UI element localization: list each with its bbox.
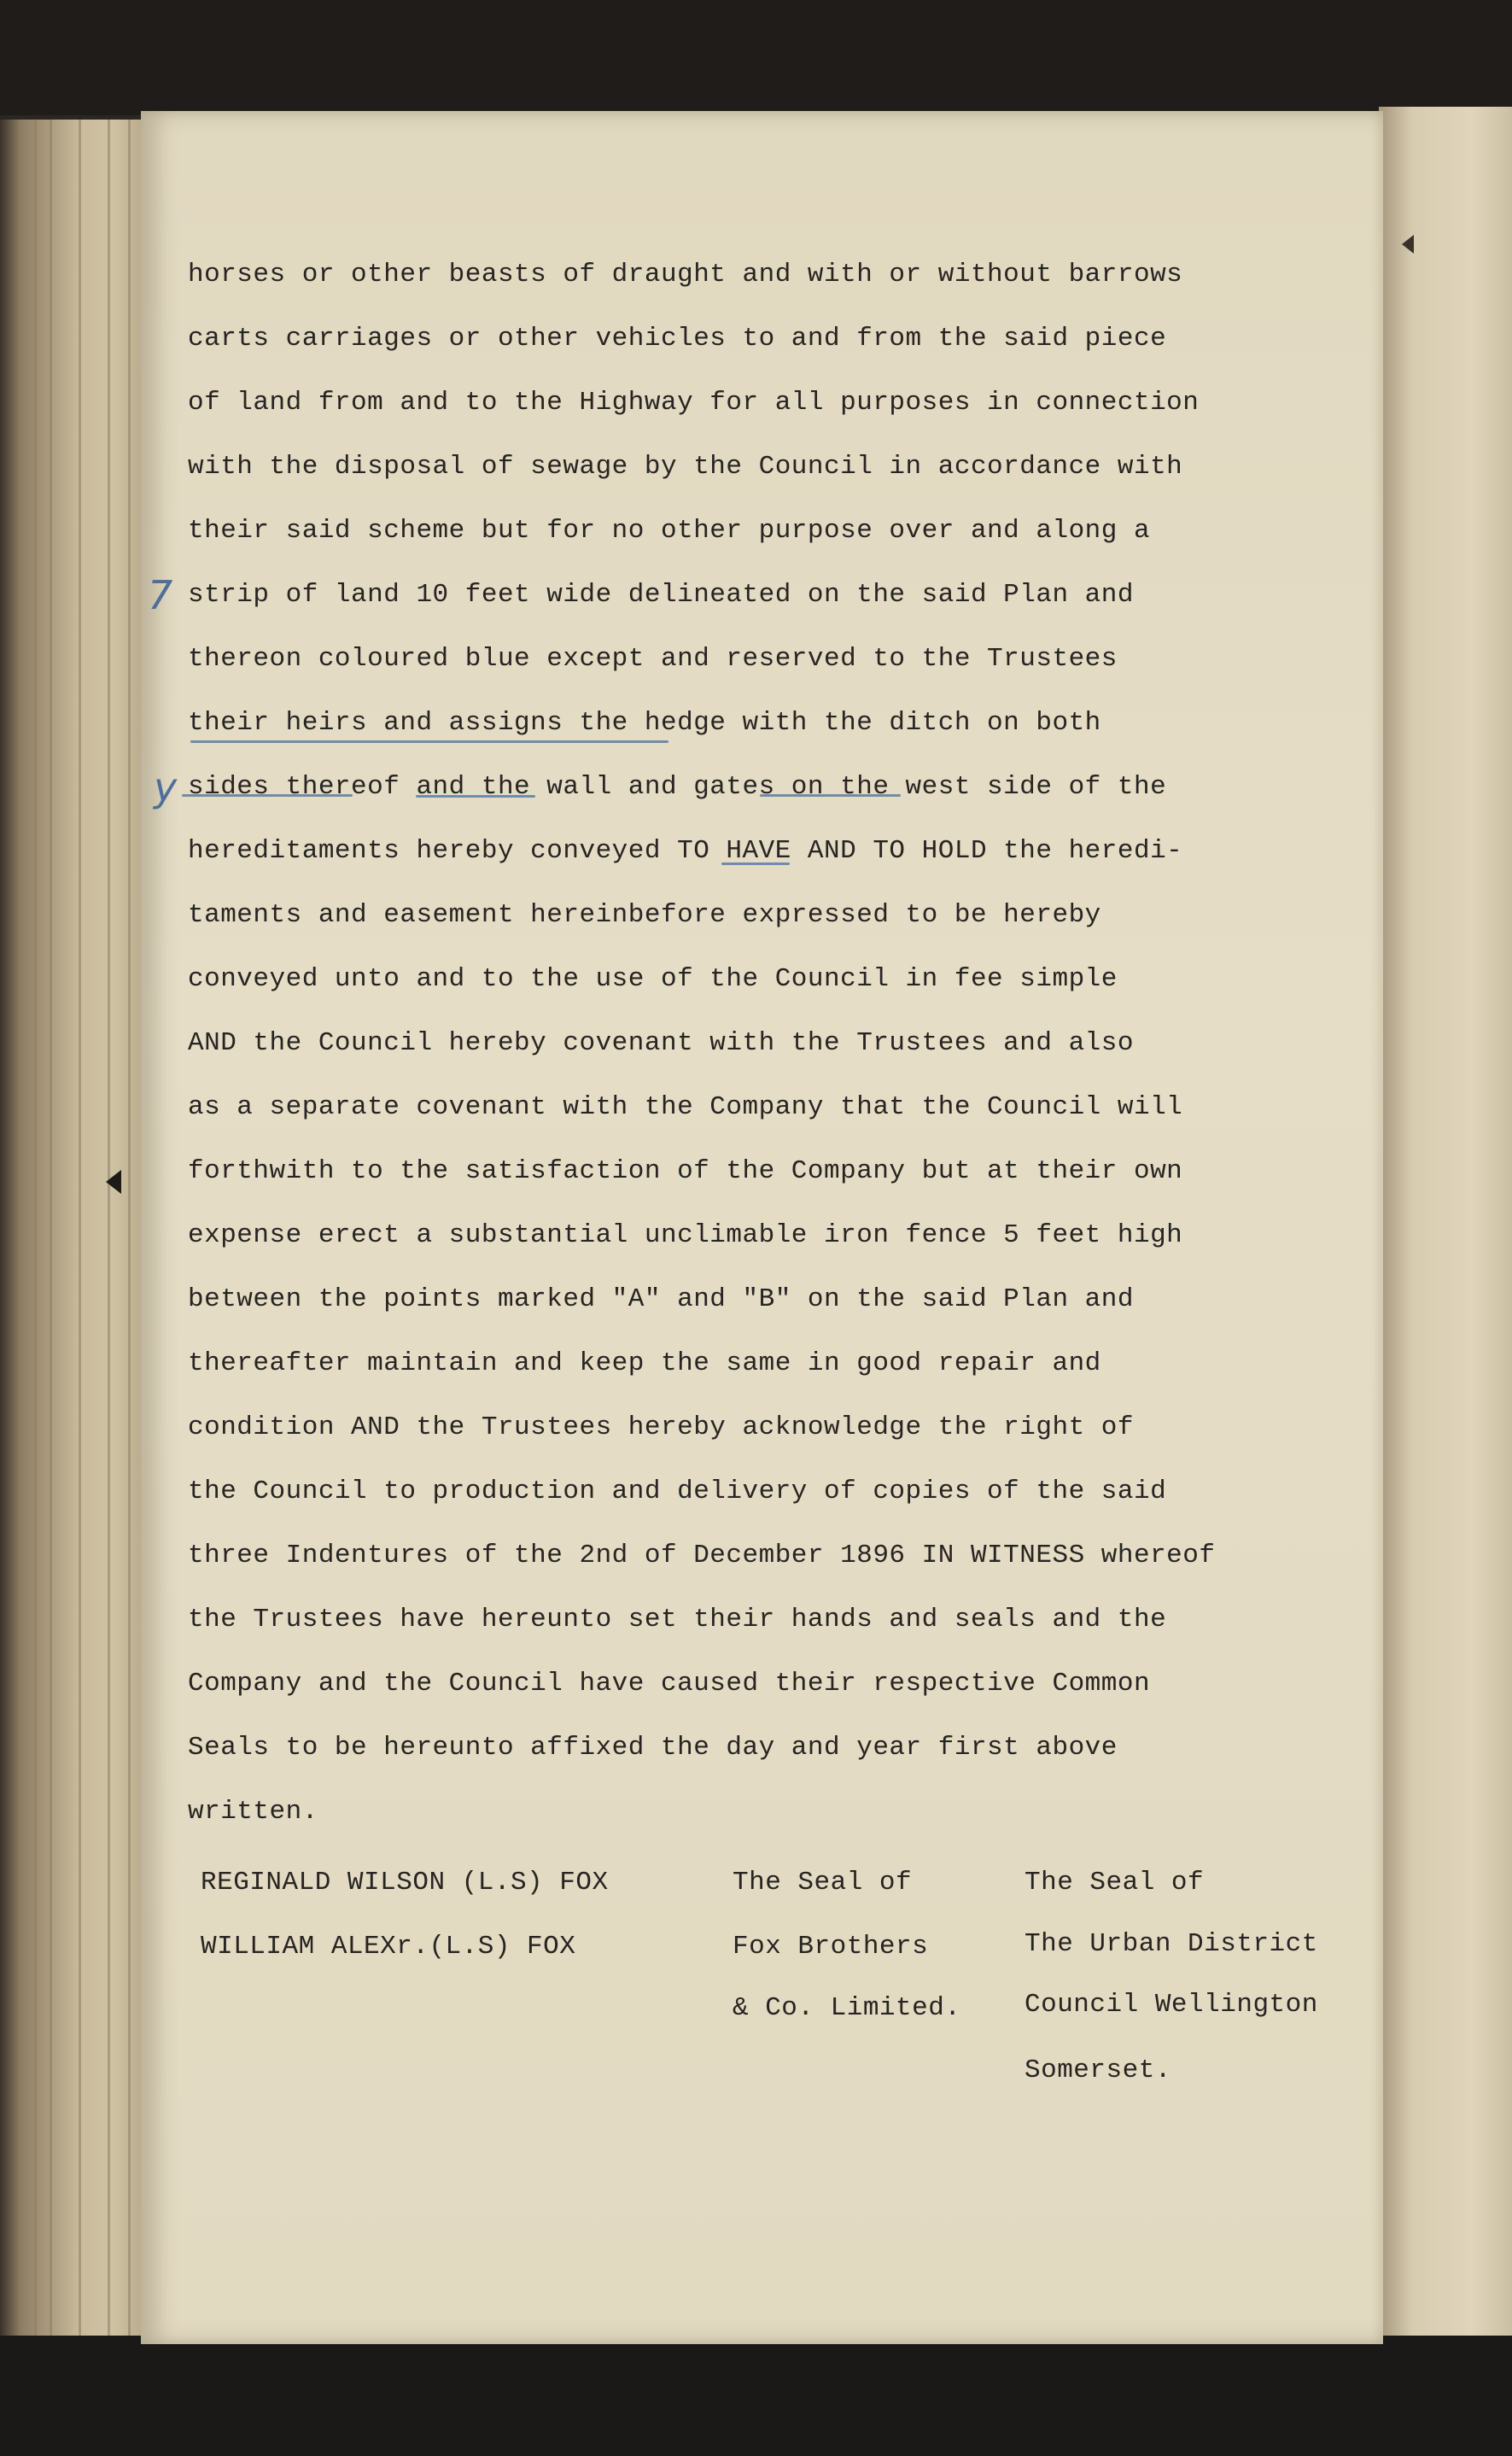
body-line-6: strip of land 10 feet wide delineated on the said Plan and <box>188 580 1134 610</box>
council-seal-line-2: The Urban District <box>1025 1929 1318 1959</box>
body-line-17: between the points marked "A" and "B" on the said Plan and <box>188 1284 1134 1314</box>
body-line-8: their heirs and assigns the hedge with the ditch on both <box>188 708 1101 738</box>
council-seal-line-3: Council Wellington <box>1025 1990 1318 2020</box>
body-line-2: carts carriages or other vehicles to and from the said piece <box>188 324 1167 354</box>
company-seal-line-2: Fox Brothers <box>733 1932 929 1962</box>
margin-pencil-mark-y: y <box>154 764 178 810</box>
body-line-18: thereafter maintain and keep the same in good repair and <box>188 1348 1101 1378</box>
right-page-tab-marker <box>1402 235 1414 254</box>
body-line-5: their said scheme but for no other purpose over and along a <box>188 516 1151 546</box>
body-line-25: written. <box>188 1797 318 1827</box>
trustee-signature-1: REGINALD WILSON (L.S) FOX <box>201 1868 609 1898</box>
company-seal-line-3: & Co. Limited. <box>733 1993 961 2023</box>
scan-background-bottom <box>0 2336 1512 2456</box>
pencil-underline-strip <box>190 740 668 743</box>
body-line-11: taments and easement hereinbefore expressed to be hereby <box>188 900 1101 930</box>
body-line-22: the Trustees have hereunto set their hands and seals and the <box>188 1605 1167 1634</box>
trustee-signature-2: WILLIAM ALEXr.(L.S) FOX <box>201 1932 576 1962</box>
body-line-1: horses or other beasts of draught and with or without barrows <box>188 260 1183 289</box>
body-line-4: with the disposal of sewage by the Council in accordance with <box>188 452 1183 482</box>
body-line-14: as a separate covenant with the Company that the Council will <box>188 1092 1183 1122</box>
margin-pencil-mark-7: 7 <box>148 572 173 618</box>
body-line-7: thereon coloured blue except and reserved to the Trustees <box>188 644 1118 674</box>
scan-background-top <box>0 0 1512 115</box>
body-line-12: conveyed unto and to the use of the Council in fee simple <box>188 964 1118 994</box>
body-line-16: expense erect a substantial unclimable iron fence 5 feet high <box>188 1220 1183 1250</box>
page-tab-marker <box>106 1170 121 1194</box>
council-seal-line-4: Somerset. <box>1025 2055 1171 2085</box>
body-line-24: Seals to be hereunto affixed the day and year first above <box>188 1733 1118 1763</box>
body-line-3: of land from and to the Highway for all purposes in connection <box>188 388 1200 418</box>
book-left-page-edges <box>0 120 145 2340</box>
body-line-13: AND the Council hereby covenant with the Trustees and also <box>188 1028 1134 1058</box>
body-line-19: condition AND the Trustees hereby acknowledge the right of <box>188 1412 1134 1442</box>
council-seal-line-1: The Seal of <box>1025 1868 1205 1898</box>
body-line-10: hereditaments hereby conveyed TO HAVE AND TO HOLD the heredi- <box>188 836 1183 866</box>
body-line-21: three Indentures of the 2nd of December 1896 IN WITNESS whereof <box>188 1541 1216 1570</box>
body-line-20: the Council to production and delivery of copies of the said <box>188 1477 1167 1506</box>
body-line-9: sides thereof and the wall and gates on the west side of the <box>188 772 1167 802</box>
company-seal-line-1: The Seal of <box>733 1868 913 1898</box>
body-line-15: forthwith to the satisfaction of the Company but at their own <box>188 1156 1183 1186</box>
book-right-page-edge <box>1379 107 1512 2336</box>
body-line-23: Company and the Council have caused their respective Common <box>188 1669 1151 1699</box>
